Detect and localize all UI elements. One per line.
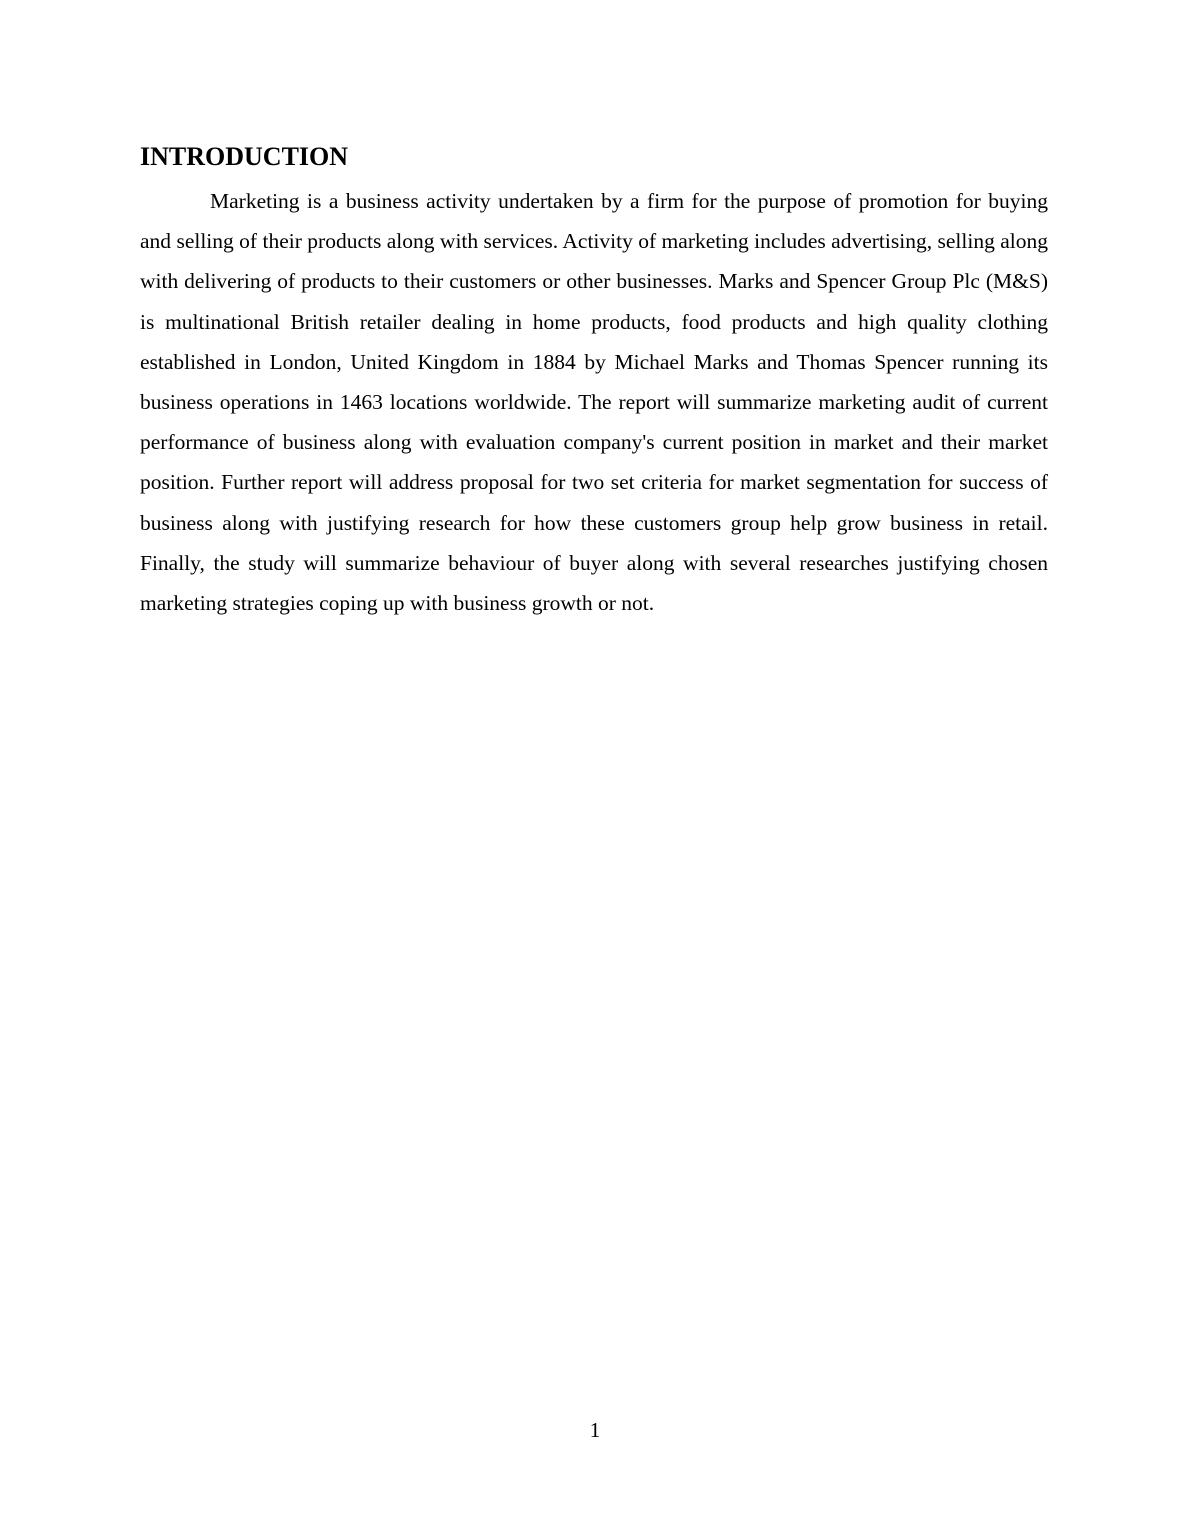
- page-number: 1: [589, 1418, 601, 1442]
- section-heading: INTRODUCTION: [140, 142, 349, 171]
- body-paragraph: Marketing is a business activity undertaken by a firm for the purpose of promotion for buying and selling of their products along with services. Activity of marketing includes advertising, selling along with delivering of products to their customers or other businesses. Marks and Spencer Group Plc (M&S) is multinational British retailer dealing in home products, food products and high quality clothing established in London, United Kingdom in 1884 by Michael Marks and Thomas Spencer running its business operations in 1463 locations worldwide. The report will summarize marketing audit of current performance of business along with evaluation company's current position in market and their market position. Further report will address proposal for two set criteria for market segmentation for success of business along with justifying research for how these customers group help grow business in retail. Finally, the study will summarize behaviour of buyer along with several researches justifying chosen marketing strategies coping up with business growth or not.: [140, 189, 1048, 616]
- page-content: [140, 140, 1048, 623]
